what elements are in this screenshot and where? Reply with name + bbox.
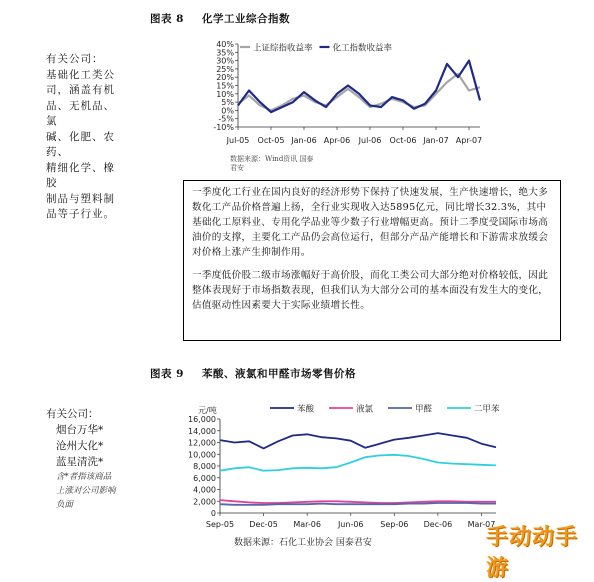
fig8-source xyxy=(230,155,314,173)
fig9-note-line: 含*者指该商品 xyxy=(56,472,112,482)
x-tick-label: Jun-06 xyxy=(337,520,364,529)
fig9-chart xyxy=(186,400,504,532)
fig8-side-line: 有关公司： xyxy=(46,53,104,65)
x-tick-label: Oct-06 xyxy=(389,136,417,145)
fig8-title-text: 化学工业综合指数 xyxy=(201,13,290,25)
fig9-title xyxy=(150,366,356,381)
y-tick-label: 35% xyxy=(216,48,234,58)
fig9-company: 沧州大化* xyxy=(56,440,104,452)
y-tick-label: 5% xyxy=(221,98,234,108)
fig8-number: 图表 8 xyxy=(150,13,184,25)
fig8-side-text xyxy=(46,52,126,223)
x-tick-label: Jan-07 xyxy=(423,136,449,145)
y-tick-label: -5% xyxy=(218,114,234,124)
fig8-chart xyxy=(198,34,498,152)
y-axis-unit: 元/吨 xyxy=(198,406,217,415)
series-line xyxy=(220,455,496,471)
fig9-source: 数据来源：石化工业协会 国泰君安 xyxy=(234,538,372,548)
fig9-side-head: 有关公司： xyxy=(46,408,99,420)
y-tick-label: 40% xyxy=(216,40,234,49)
y-tick-label: -10% xyxy=(213,123,234,132)
y-tick-label: 10% xyxy=(216,89,234,99)
legend-label: 液氯 xyxy=(356,404,374,415)
fig8-side-line: 司，涵盖有机 xyxy=(46,84,115,96)
x-tick-label: Dec-05 xyxy=(249,520,278,529)
x-tick-label: Dec-06 xyxy=(423,520,453,529)
y-tick-label: 2,000 xyxy=(193,497,216,507)
series-line xyxy=(220,433,496,448)
x-tick-label: Apr-06 xyxy=(323,136,351,145)
fig9-note-line: 负面 xyxy=(56,500,74,510)
legend-label: 二甲苯 xyxy=(474,404,500,415)
y-tick-label: 14,000 xyxy=(188,426,216,436)
x-tick-label: Sep-05 xyxy=(205,520,235,529)
y-tick-label: 20% xyxy=(216,73,234,83)
fig8-side-line: 品、无机品、氯 xyxy=(46,99,115,127)
y-tick-label: 16,000 xyxy=(188,415,216,424)
y-tick-label: 0 xyxy=(210,509,216,518)
x-tick-label: Sep-06 xyxy=(380,520,409,529)
fig8-side-line: 碱、化肥、农药、 xyxy=(46,130,115,158)
commentary-paragraph-2: 一季度低价股二级市场涨幅好于高价股，而化工类公司大部分绝对价格较低，因此整体表现好于市场指数表现，但我们认为大部分公司的基本面没有发生大的变化，估值驱动性因素要大于实际业绩增长性。 xyxy=(192,270,549,311)
y-tick-label: 4,000 xyxy=(193,485,216,495)
y-tick-label: 10,000 xyxy=(188,450,216,460)
x-tick-label: Oct-05 xyxy=(257,136,285,145)
x-tick-label: Mar-07 xyxy=(467,520,496,529)
fig8-source-line: 君安 xyxy=(230,164,244,172)
y-tick-label: 0% xyxy=(221,106,234,116)
series-line xyxy=(238,74,480,111)
x-tick-label: Apr-07 xyxy=(455,136,483,145)
legend-label: 甲醛 xyxy=(415,404,433,415)
fig9-side-text xyxy=(46,406,156,512)
y-tick-label: 8,000 xyxy=(193,462,216,471)
fig9-company: 蓝星清洗* xyxy=(56,456,104,468)
watermark-logo: 手动动手游 xyxy=(486,525,579,581)
fig9-title-text: 苯酸、液氯和甲醛市场零售价格 xyxy=(201,368,356,380)
x-tick-label: Jan-06 xyxy=(291,136,317,145)
fig8-title xyxy=(150,11,290,26)
legend-label: 苯酸 xyxy=(297,404,315,415)
legend-label: 上证综指收益率 xyxy=(253,43,313,54)
y-tick-label: 6,000 xyxy=(193,473,216,483)
x-tick-label: Jul-06 xyxy=(358,136,382,145)
fig9-company: 烟台万华* xyxy=(56,424,104,436)
fig8-side-line: 基础化工类公 xyxy=(46,68,115,81)
commentary-paragraph-1: 一季度化工行业在国内良好的经济形势下保持了快速发展，生产快速增长，绝大多数化工产品价格普遍上扬，全行业实现收入达5895亿元，同比增长32.3%，其中基础化工原料业、专用化学品业等少数子行业增幅更高。预计二季度受国际市场高油价的支撑，主要化工产品仍会高位运行，但部分产品产能增长和下游需求放缓会对价格上涨产生抑制作用。 xyxy=(192,187,549,258)
y-tick-label: 25% xyxy=(216,64,234,74)
fig8-source-line: 数据来源：Wind资讯 国泰 xyxy=(230,155,314,163)
fig8-side-line: 制品与塑料制 xyxy=(46,192,115,205)
x-tick-label: Mar-06 xyxy=(293,520,321,529)
fig8-side-line: 品等子行业。 xyxy=(46,208,115,220)
legend-label: 化工指数收益率 xyxy=(332,43,393,54)
y-tick-label: 15% xyxy=(216,81,234,91)
fig9-number: 图表 9 xyxy=(150,368,184,380)
commentary-box xyxy=(183,180,561,341)
y-tick-label: 30% xyxy=(216,56,234,66)
y-tick-label: 12,000 xyxy=(188,438,216,448)
fig8-side-line: 精细化学、橡胶 xyxy=(46,161,115,189)
x-tick-label: Jul-05 xyxy=(226,136,250,145)
fig9-note-line: 上涨对公司影响 xyxy=(56,486,116,496)
